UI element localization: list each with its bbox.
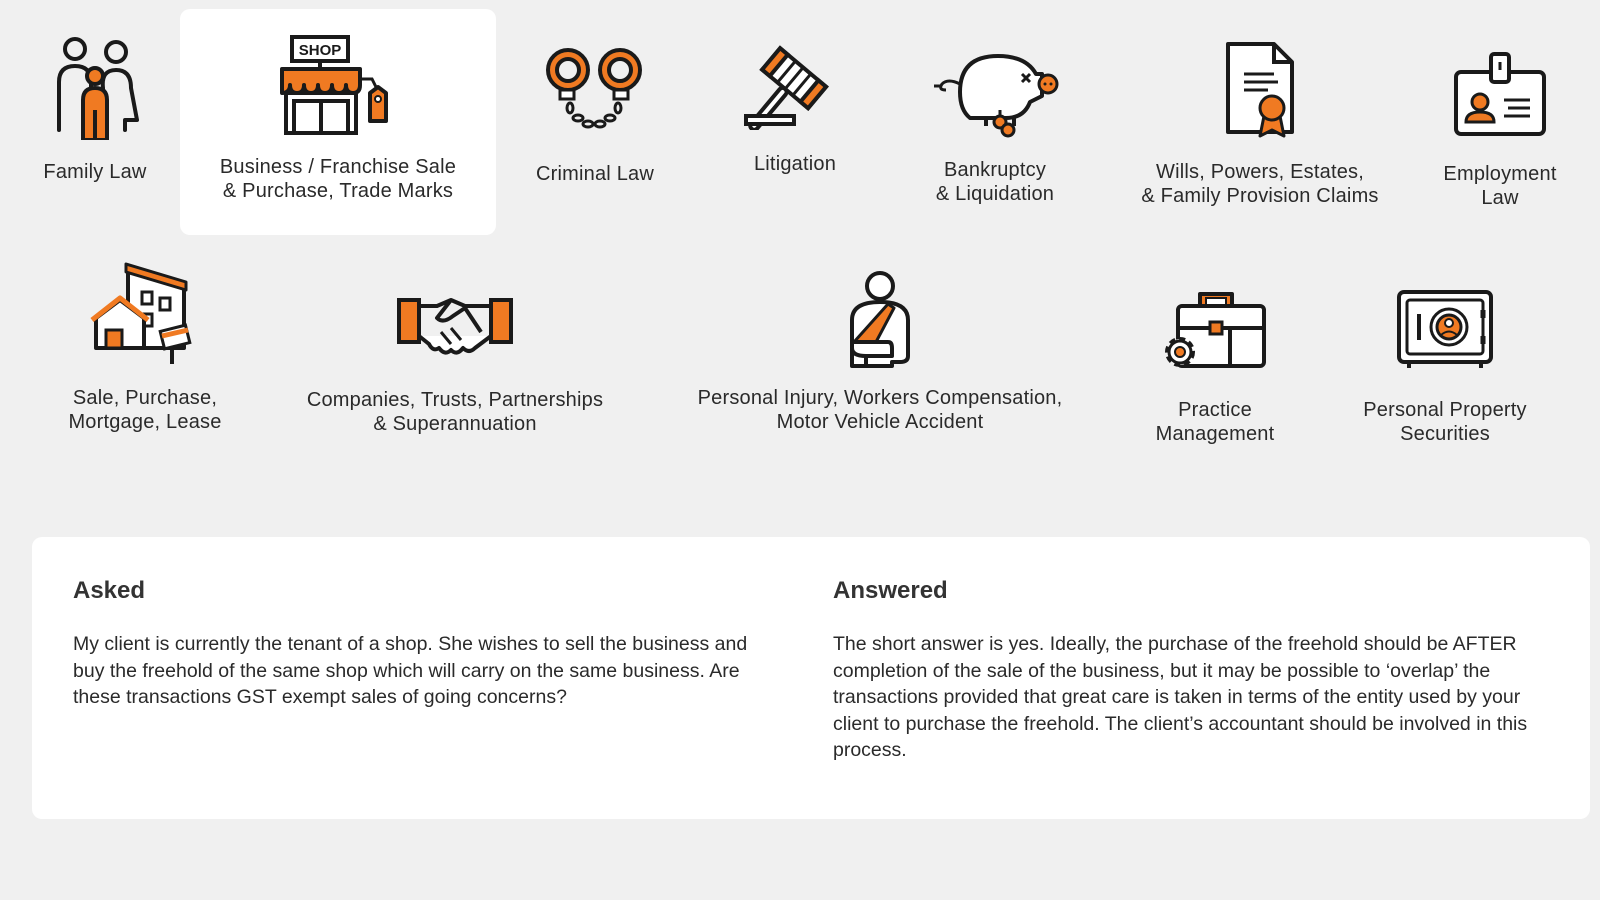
practice-area-ppsr[interactable] [1330,288,1560,446]
gavel-icon [740,40,850,130]
asked-column [73,577,773,711]
houses-icon [90,262,200,368]
handcuffs-icon [540,40,650,140]
handshake-icon [395,292,515,362]
answered-column [833,577,1533,764]
safe-icon [1395,288,1495,372]
shop-sign-text: SHOP [298,42,342,59]
practice-area-label: Family Law [43,161,147,183]
injured-person-icon [838,270,922,370]
practice-area-label: Companies, Trusts, Partnerships & Superannuation [306,389,604,435]
practice-area-companies[interactable] [280,292,630,436]
practice-area-label: Personal Injury, Workers Compensation, Motor Vehicle Accident [697,387,1063,433]
piggy-bank-icon [930,44,1060,138]
asked-heading: Asked [73,577,146,604]
practice-area-business[interactable] [180,9,496,235]
practice-area-label: Business / Franchise Sale & Purchase, Trade Marks [219,156,457,202]
practice-area-litigation[interactable] [720,40,870,176]
practice-area-wills[interactable] [1115,40,1405,208]
practice-area-label: Criminal Law [536,163,654,185]
practice-area-label: Sale, Purchase, Mortgage, Lease [68,387,222,433]
answered-text: The short answer is yes. Ideally, the purchase of the freehold should be AFTER completion of the sale of the business, but it may be possible to ‘overlap’ the transactions provided that great care is taken in terms of the entity used by your client to purchase the freehold. The client’s accountant should be involved in this process. [833,633,1528,761]
practice-area-label: Employment Law [1443,163,1557,209]
practice-area-label: Bankruptcy & Liquidation [935,159,1055,205]
practice-area-practice-management[interactable] [1130,288,1300,446]
answered-heading: Answered [833,577,948,604]
qa-card [32,537,1590,819]
practice-area-employment[interactable] [1420,50,1580,210]
practice-area-label: Personal Property Securities [1363,399,1527,445]
family-icon [45,30,145,140]
practice-area-family-law[interactable] [20,30,170,184]
practice-area-property[interactable] [55,262,235,434]
shop-icon [278,35,398,145]
practice-area-label: Litigation [753,153,837,175]
practice-area-label: Wills, Powers, Estates, & Family Provision Claims [1141,161,1379,207]
id-badge-icon [1450,50,1550,140]
practice-area-label: Practice Management [1155,399,1275,445]
certificate-document-icon [1220,40,1300,140]
briefcase-gear-icon [1160,288,1270,372]
practice-area-injury[interactable] [665,270,1095,434]
asked-text: My client is currently the tenant of a shop. She wishes to sell the business and buy the freehold of the same shop which will carry on the same business. Are these transactions GST exempt sales of going concerns? [73,633,748,708]
practice-area-bankruptcy[interactable] [900,44,1090,206]
practice-area-criminal-law[interactable] [510,40,680,186]
